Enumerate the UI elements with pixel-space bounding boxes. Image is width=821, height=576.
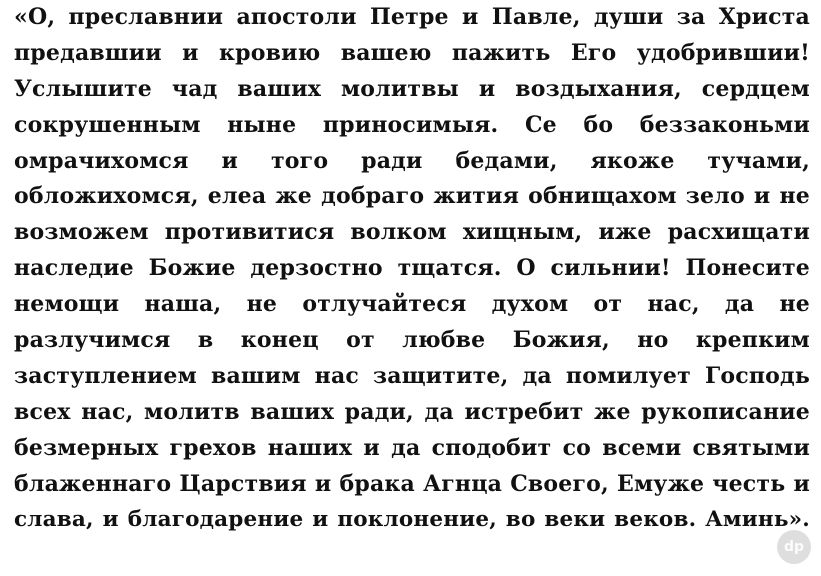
text-line-13: безмерных грехов наших и да сподобит со всеми святыми <box>14 434 810 461</box>
text-line-4: сокрушенным ныне приносимыя. Се бо беззаконьми <box>14 111 810 138</box>
text-line-10: разлучимся в конец от любве Божия, но крепким <box>14 327 810 354</box>
watermark-label: dp <box>783 539 805 555</box>
text-line-3: Услышите чад ваших молитвы и воздыхания, сердцем <box>14 75 810 102</box>
text-line-14: блаженнаго Царствия и брака Агнца Своего, Емуже честь и <box>14 470 810 497</box>
text-line-1: «О, преславнии апостоли Петре и Павле, души за Христа <box>14 4 810 30</box>
watermark-logo-icon <box>777 530 811 564</box>
prayer-text <box>14 0 810 538</box>
text-line-2: предавшии и кровию вашею пажить Его удобрившии! <box>14 39 810 66</box>
text-line-12: всех нас, молитв ваших ради, да истребит же рукописание <box>14 398 810 425</box>
text-line-11: заступлением вашим нас защитите, да помилует Господь <box>14 362 810 389</box>
text-line-7: возможем противитися волком хищным, иже расхищати <box>14 219 810 246</box>
text-line-15: слава, и благодарение и поклонение, во веки веков. Аминь». <box>14 507 810 533</box>
text-line-5: омрачихомся и того ради бедами, якоже тучами, <box>14 147 810 174</box>
text-line-8: наследие Божие дерзостно тщатся. О сильнии! Понесите <box>14 255 810 282</box>
text-line-6: обложихомся, елеа же добраго жития обнищахом зело и не <box>14 183 810 210</box>
text-line-9: немощи наша, не отлучайтеся духом от нас, да не <box>14 291 810 318</box>
